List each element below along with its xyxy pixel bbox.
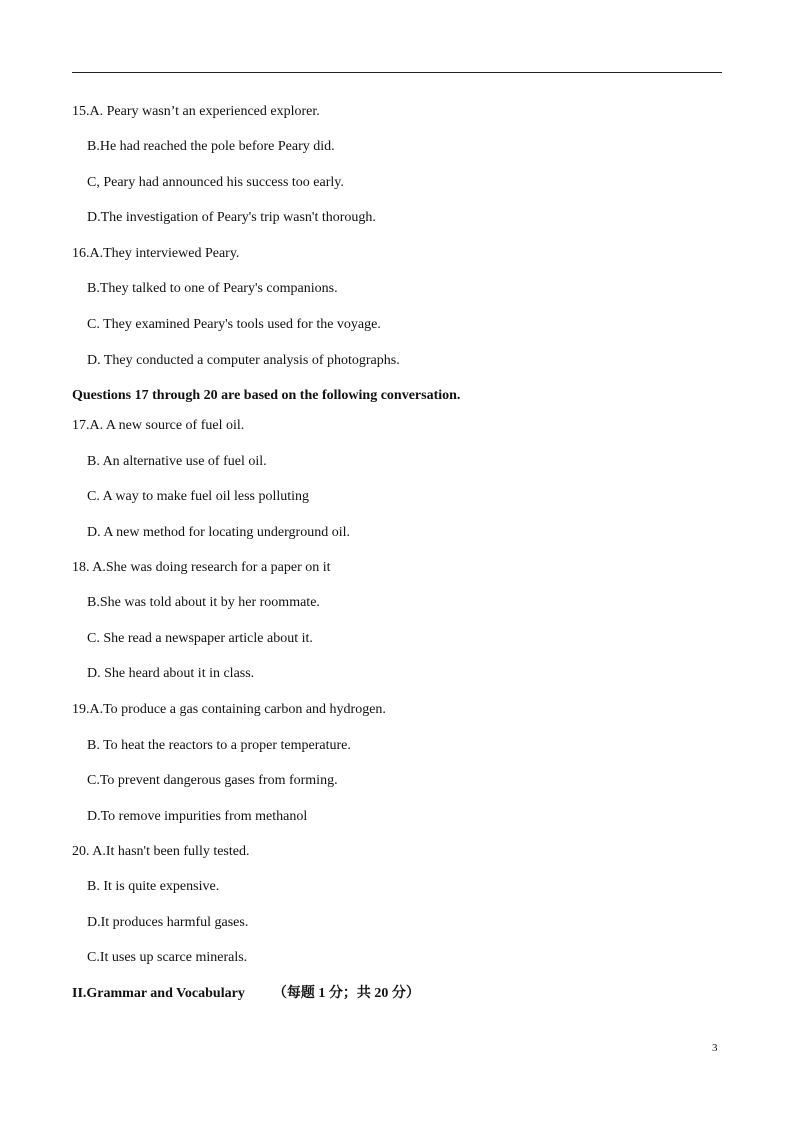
q17-option-d: D. A new method for locating underground oil. xyxy=(87,525,350,540)
q15-option-a: 15.A. Peary wasn’t an experienced explorer. xyxy=(72,104,320,119)
q17-option-c: C. A way to make fuel oil less polluting xyxy=(87,489,310,504)
q20-option-c: C.It uses up scarce minerals. xyxy=(87,950,248,965)
q19-option-a: 19.A.To produce a gas containing carbon and hydrogen. xyxy=(72,702,386,717)
q16-option-c: C. They examined Peary's tools used for the voyage. xyxy=(87,317,381,332)
q19-option-b: B. To heat the reactors to a proper temperature. xyxy=(87,738,351,753)
q20-option-b: B. It is quite expensive. xyxy=(87,879,220,894)
section-heading xyxy=(72,986,420,1002)
section-points: （每题 1 分；共 20 分） xyxy=(272,986,420,1001)
q15-option-c: C, Peary had announced his success too early. xyxy=(87,175,344,190)
header-rule xyxy=(72,72,722,73)
page-number: 3 xyxy=(712,1042,718,1054)
q18-option-d: D. She heard about it in class. xyxy=(87,666,255,681)
q16-option-a: 16.A.They interviewed Peary. xyxy=(72,246,240,261)
q20-option-d: D.It produces harmful gases. xyxy=(87,915,249,930)
q17-option-b: B. An alternative use of fuel oil. xyxy=(87,454,267,469)
q18-option-c: C. She read a newspaper article about it. xyxy=(87,631,313,646)
q19-option-d: D.To remove impurities from methanol xyxy=(87,809,308,824)
q16-option-d: D. They conducted a computer analysis of photographs. xyxy=(87,353,400,368)
q20-option-a: 20. A.It hasn't been fully tested. xyxy=(72,844,250,859)
q17-option-a: 17.A. A new source of fuel oil. xyxy=(72,418,245,433)
conversation-heading: Questions 17 through 20 are based on the following conversation. xyxy=(72,388,461,403)
q15-option-d: D.The investigation of Peary's trip wasn't thorough. xyxy=(87,210,376,225)
q15-option-b: B.He had reached the pole before Peary did. xyxy=(87,139,335,154)
q16-option-b: B.They talked to one of Peary's companions. xyxy=(87,281,338,296)
section-title: II.Grammar and Vocabulary xyxy=(72,986,245,1001)
q18-option-a: 18. A.She was doing research for a paper on it xyxy=(72,560,331,575)
q19-option-c: C.To prevent dangerous gases from forming. xyxy=(87,773,338,788)
q18-option-b: B.She was told about it by her roommate. xyxy=(87,595,320,610)
